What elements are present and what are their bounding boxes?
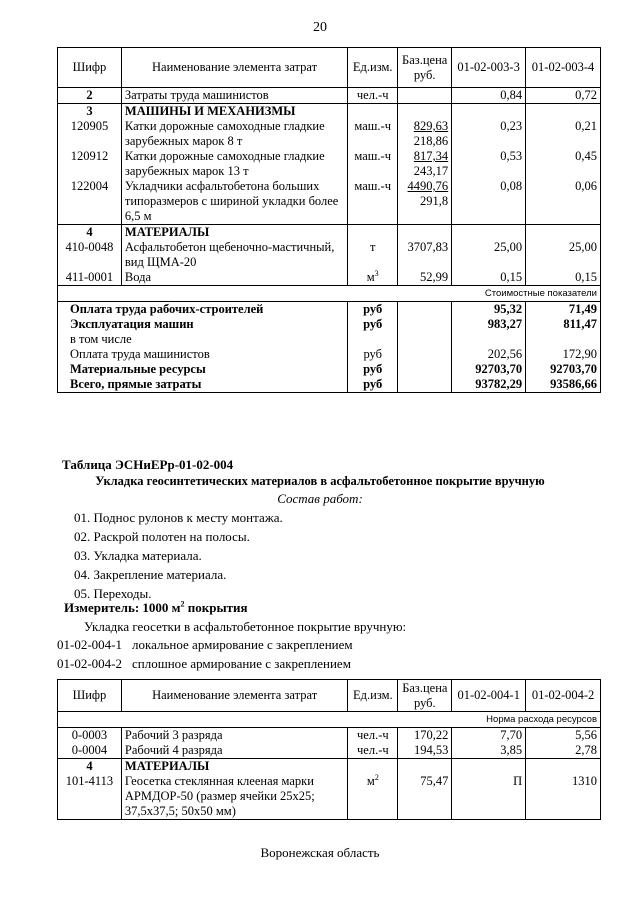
header-unit: Ед.изм. (348, 680, 398, 712)
row-unit: маш.-ч (348, 119, 398, 149)
summary-name: Оплата труда машинистов (58, 347, 348, 362)
cost-indicators-label: Стоимостные показатели (58, 286, 601, 302)
row-code: 411-0001 (58, 270, 122, 286)
row-code: 410-0048 (58, 240, 122, 270)
summary-empty (398, 377, 452, 393)
row-unit: $м^2$ (348, 774, 398, 820)
table-row (58, 225, 601, 241)
cost-label-row (58, 286, 601, 302)
work-step: 03. Укладка материала. (74, 548, 202, 563)
row-value-col1: 0,08 (452, 179, 526, 225)
row-value-col2: 0,21 (526, 119, 601, 149)
row-price (398, 270, 452, 286)
row-code: 0-0003 (58, 728, 122, 744)
row-value-col2: 0,45 (526, 149, 601, 179)
summary-value-col1: 983,27 (452, 317, 526, 332)
row-unit: $м^3$ (348, 270, 398, 286)
table-row (58, 88, 601, 104)
row-code: 0-0004 (58, 743, 122, 759)
header-code: Шифр (58, 48, 122, 88)
row-price-value: 829,63 (413, 119, 449, 133)
summary-unit: руб (348, 377, 398, 393)
variant-text: сплошное армирование с закреплением (132, 656, 351, 671)
header-col2: 01-02-004-2 (526, 680, 601, 712)
row-code: 4 (58, 759, 122, 775)
table-row (58, 119, 601, 149)
norm-label: Норма расхода ресурсов (58, 712, 601, 728)
row-name: МАШИНЫ И МЕХАНИЗМЫ (121, 104, 347, 120)
row-value-col1: 0,23 (452, 119, 526, 149)
row-price (398, 759, 452, 775)
row-name: Рабочий 3 разряда (121, 728, 347, 744)
summary-value-col2: 811,47 (526, 317, 601, 332)
row-value-col1: П (452, 774, 526, 820)
row-value-col2 (526, 104, 601, 120)
row-code: 2 (58, 88, 122, 104)
row-name: Катки дорожные самоходные гладкие зарубежных марок 13 т (121, 149, 347, 179)
row-unit (348, 225, 398, 241)
resource-table-2 (57, 679, 601, 820)
row-price (398, 179, 452, 225)
row-value-col2 (526, 759, 601, 775)
page-footer: Воронежская область (260, 845, 380, 860)
summary-empty (398, 302, 452, 318)
summary-name: Материальные ресурсы (58, 362, 348, 377)
header-col2: 01-02-003-4 (526, 48, 601, 88)
measure-line: Измеритель: 1000 $м^2$ покрытия (64, 599, 248, 615)
row-name: Вода (121, 270, 347, 286)
summary-empty (398, 332, 452, 347)
row-code: 122004 (58, 179, 122, 225)
summary-value-col2: 172,90 (526, 347, 601, 362)
row-price (398, 225, 452, 241)
summary-row (58, 302, 601, 318)
row-value-col1 (452, 225, 526, 241)
header-name: Наименование элемента затрат (121, 48, 347, 88)
row-value-col1: 3,85 (452, 743, 526, 759)
header-code: Шифр (58, 680, 122, 712)
row-value-col1: 0,53 (452, 149, 526, 179)
section-description: Укладка геосетки в асфальтобетонное покрытие вручную: (84, 619, 407, 634)
header-unit: Ед.изм. (348, 48, 398, 88)
row-price (398, 88, 452, 104)
table-row (58, 270, 601, 286)
row-price: 75,47 (398, 774, 452, 820)
summary-name: Оплата труда рабочих-строителей (58, 302, 348, 318)
table-row (58, 104, 601, 120)
table-row (58, 774, 601, 820)
row-name: МАТЕРИАЛЫ (121, 759, 347, 775)
row-price (398, 149, 452, 179)
row-value-col1 (452, 104, 526, 120)
row-name: Затраты труда машинистов (121, 88, 347, 104)
summary-value-col1: 95,32 (452, 302, 526, 318)
summary-value-col2: 92703,70 (526, 362, 601, 377)
row-price-value: 817,34 (413, 149, 449, 163)
row-value-col2: 0,15 (526, 270, 601, 286)
row-unit: чел.-ч (348, 743, 398, 759)
summary-unit: руб (348, 317, 398, 332)
table-row (58, 743, 601, 759)
header-col1: 01-02-003-3 (452, 48, 526, 88)
variant-code: 01-02-004-2 (57, 656, 122, 671)
table-row (58, 759, 601, 775)
row-price-secondary: 291,8 (420, 194, 449, 208)
summary-name: Всего, прямые затраты (58, 377, 348, 393)
summary-row (58, 317, 601, 332)
summary-unit (348, 332, 398, 347)
table-row (58, 179, 601, 225)
row-value-col1 (452, 759, 526, 775)
header-price: Баз.цена руб. (398, 680, 452, 712)
row-price (398, 119, 452, 149)
row-name: Рабочий 4 разряда (121, 743, 347, 759)
section-heading: Укладка геосинтетических материалов в асфальтобетонное покрытие вручную (95, 474, 545, 488)
works-title: Состав работ: (277, 491, 363, 506)
row-value-col1: 25,00 (452, 240, 526, 270)
table-row (58, 728, 601, 744)
summary-value-col2: 93586,66 (526, 377, 601, 393)
row-value-col2: 25,00 (526, 240, 601, 270)
summary-value-col1: 92703,70 (452, 362, 526, 377)
row-price-value: 3707,83 (407, 240, 449, 254)
summary-empty (398, 347, 452, 362)
row-name: МАТЕРИАЛЫ (121, 225, 347, 241)
work-step: 02. Раскрой полотен на полосы. (74, 529, 250, 544)
table-row (58, 240, 601, 270)
summary-unit: руб (348, 347, 398, 362)
summary-value-col2: 71,49 (526, 302, 601, 318)
row-unit (348, 104, 398, 120)
row-value-col2: 5,56 (526, 728, 601, 744)
table-title: Таблица ЭСНиЕРр-01-02-004 (62, 457, 234, 472)
row-value-col1: 7,70 (452, 728, 526, 744)
summary-row (58, 332, 601, 347)
row-value-col2: 0,06 (526, 179, 601, 225)
row-code: 120912 (58, 149, 122, 179)
row-name: Асфальтобетон щебеночно-мастичный, вид ЩМА-20 (121, 240, 347, 270)
row-price (398, 240, 452, 270)
row-unit (348, 759, 398, 775)
summary-unit: руб (348, 362, 398, 377)
variant-text: локальное армирование с закреплением (132, 637, 353, 652)
summary-name: в том числе (58, 332, 348, 347)
header-col1: 01-02-004-1 (452, 680, 526, 712)
row-value-col2 (526, 225, 601, 241)
row-unit: т (348, 240, 398, 270)
summary-row (58, 362, 601, 377)
work-step: 01. Поднос рулонов к месту монтажа. (74, 510, 283, 525)
row-unit: чел.-ч (348, 728, 398, 744)
summary-value-col1: 93782,29 (452, 377, 526, 393)
row-code: 3 (58, 104, 122, 120)
row-price-value: 4490,76 (407, 179, 449, 193)
row-code: 4 (58, 225, 122, 241)
header-price: Баз.цена руб. (398, 48, 452, 88)
summary-row (58, 377, 601, 393)
row-value-col2: 1310 (526, 774, 601, 820)
row-value-col1: 0,15 (452, 270, 526, 286)
summary-row (58, 347, 601, 362)
variant-code: 01-02-004-1 (57, 637, 122, 652)
summary-value-col1 (452, 332, 526, 347)
row-name: Геосетка стеклянная клееная марки АРМДОР-50 (размер ячейки 25х25; 37,5х37,5; 50х50 мм) (121, 774, 347, 820)
summary-empty (398, 362, 452, 377)
summary-unit: руб (348, 302, 398, 318)
row-price: 194,53 (398, 743, 452, 759)
row-unit: маш.-ч (348, 149, 398, 179)
table-row (58, 149, 601, 179)
row-value-col2: 0,72 (526, 88, 601, 104)
row-value-col2: 2,78 (526, 743, 601, 759)
row-price-secondary: 243,17 (413, 164, 449, 178)
row-price-secondary: 218,86 (413, 134, 449, 148)
row-code: 101-4113 (58, 774, 122, 820)
page-number: 20 (313, 20, 327, 35)
row-code: 120905 (58, 119, 122, 149)
resource-table-1 (57, 47, 601, 393)
summary-value-col2 (526, 332, 601, 347)
header-name: Наименование элемента затрат (121, 680, 347, 712)
row-price: 170,22 (398, 728, 452, 744)
summary-name: Эксплуатация машин (58, 317, 348, 332)
work-step: 04. Закрепление материала. (74, 567, 227, 582)
summary-value-col1: 202,56 (452, 347, 526, 362)
row-unit: чел.-ч (348, 88, 398, 104)
summary-empty (398, 317, 452, 332)
work-step: 05. Переходы. (74, 586, 152, 601)
row-price-value: 52,99 (420, 270, 449, 284)
row-name: Катки дорожные самоходные гладкие зарубежных марок 8 т (121, 119, 347, 149)
row-name: Укладчики асфальтобетона больших типоразмеров с шириной укладки более 6,5 м (121, 179, 347, 225)
norm-label-row (58, 712, 601, 728)
row-unit: маш.-ч (348, 179, 398, 225)
row-price (398, 104, 452, 120)
row-value-col1: 0,84 (452, 88, 526, 104)
